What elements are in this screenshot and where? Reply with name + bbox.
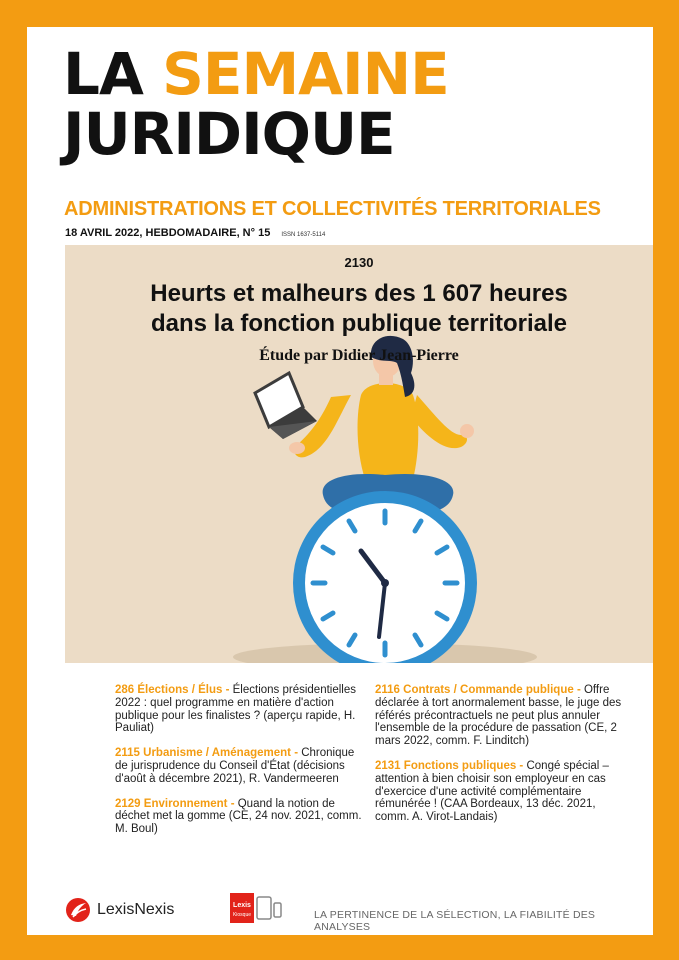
article-title-line2: dans la fonction publique territoriale xyxy=(150,310,568,337)
item-number: 2131 xyxy=(375,759,401,772)
magazine-cover xyxy=(27,27,653,935)
item-number: 2116 xyxy=(375,684,400,696)
item-rubric: Élections / Élus - xyxy=(137,684,230,696)
article-byline: Étude par Didier Jean-Pierre xyxy=(259,347,459,364)
item-rubric: Environnement - xyxy=(143,797,235,810)
summary-item xyxy=(115,747,365,785)
lexisnexis-emblem-icon xyxy=(65,897,91,923)
summary-item xyxy=(115,798,365,836)
laptop-icon xyxy=(255,373,317,439)
summary-item xyxy=(375,760,625,824)
item-number: 2115 xyxy=(115,747,140,760)
article-title-line1: Heurts et malheurs des 1 607 heures xyxy=(150,280,568,307)
summary-column-left xyxy=(115,684,365,848)
item-rubric: Contrats / Commande publique - xyxy=(403,684,581,696)
item-text: Quand la notion de déchet met la gomme (CE, 24 nov. 2021, comm. M. Boul) xyxy=(115,797,362,836)
title-semaine: SEMAINE xyxy=(162,40,449,108)
item-number: 286 xyxy=(115,684,135,696)
issue-dateline xyxy=(65,227,325,239)
item-number: 2129 xyxy=(115,797,141,810)
title-la: LA xyxy=(63,40,143,108)
issn: ISSN 1637-5114 xyxy=(281,232,326,238)
masthead-title xyxy=(63,40,449,168)
title-juridique: JURIDIQUE xyxy=(63,100,395,168)
item-rubric: Fonctions publiques - xyxy=(403,759,524,772)
article-number: 2130 xyxy=(344,255,374,270)
item-rubric: Urbanisme / Aménagement - xyxy=(143,747,299,760)
kiosque-label-2: Kiosque xyxy=(232,912,252,918)
lexisnexis-logo xyxy=(65,897,174,923)
item-text: Élections présidentielles 2022 : quel programme en matière d'action publique pour les finalistes ? (aperçu rapide, H. Pauliat) xyxy=(115,684,356,735)
kiosque-label-1: Lexis xyxy=(233,902,251,909)
summary-column-right xyxy=(375,684,625,836)
feature-panel xyxy=(65,245,653,663)
summary-item xyxy=(115,684,365,735)
footer-tagline: LA PERTINENCE DE LA SÉLECTION, LA FIABILITÉ DES ANALYSES xyxy=(314,909,596,933)
item-text: Congé spécial – attention à bien choisir son employeur en cas d'exercice d'une activité complémentaire rémunérée ! (CAA Bordeaux, 13 déc. 2021, comm. A. Virot-Landais) xyxy=(375,759,609,824)
brand-name: LexisNexis xyxy=(97,901,175,918)
lexis-kiosque-icon xyxy=(230,893,282,923)
item-text: Chronique de jurisprudence du Conseil d'État (décisions d'août à décembre 2021), R. Vandermeeren xyxy=(115,747,355,785)
summary-item xyxy=(375,684,625,748)
item-text: Offre déclarée à tort anormalement basse, le juge des référés précontractuels ne peut plus annuler l'ensemble de la procédure de passation (CE, 2 mars 2022, comm. F. Linditch) xyxy=(375,684,622,748)
article-title xyxy=(65,279,653,339)
issue-date: 18 AVRIL 2022, HEBDOMADAIRE, N° 15 xyxy=(65,227,271,239)
publication-subtitle: ADMINISTRATIONS ET COLLECTIVITÉS TERRITORIALES xyxy=(64,198,601,220)
